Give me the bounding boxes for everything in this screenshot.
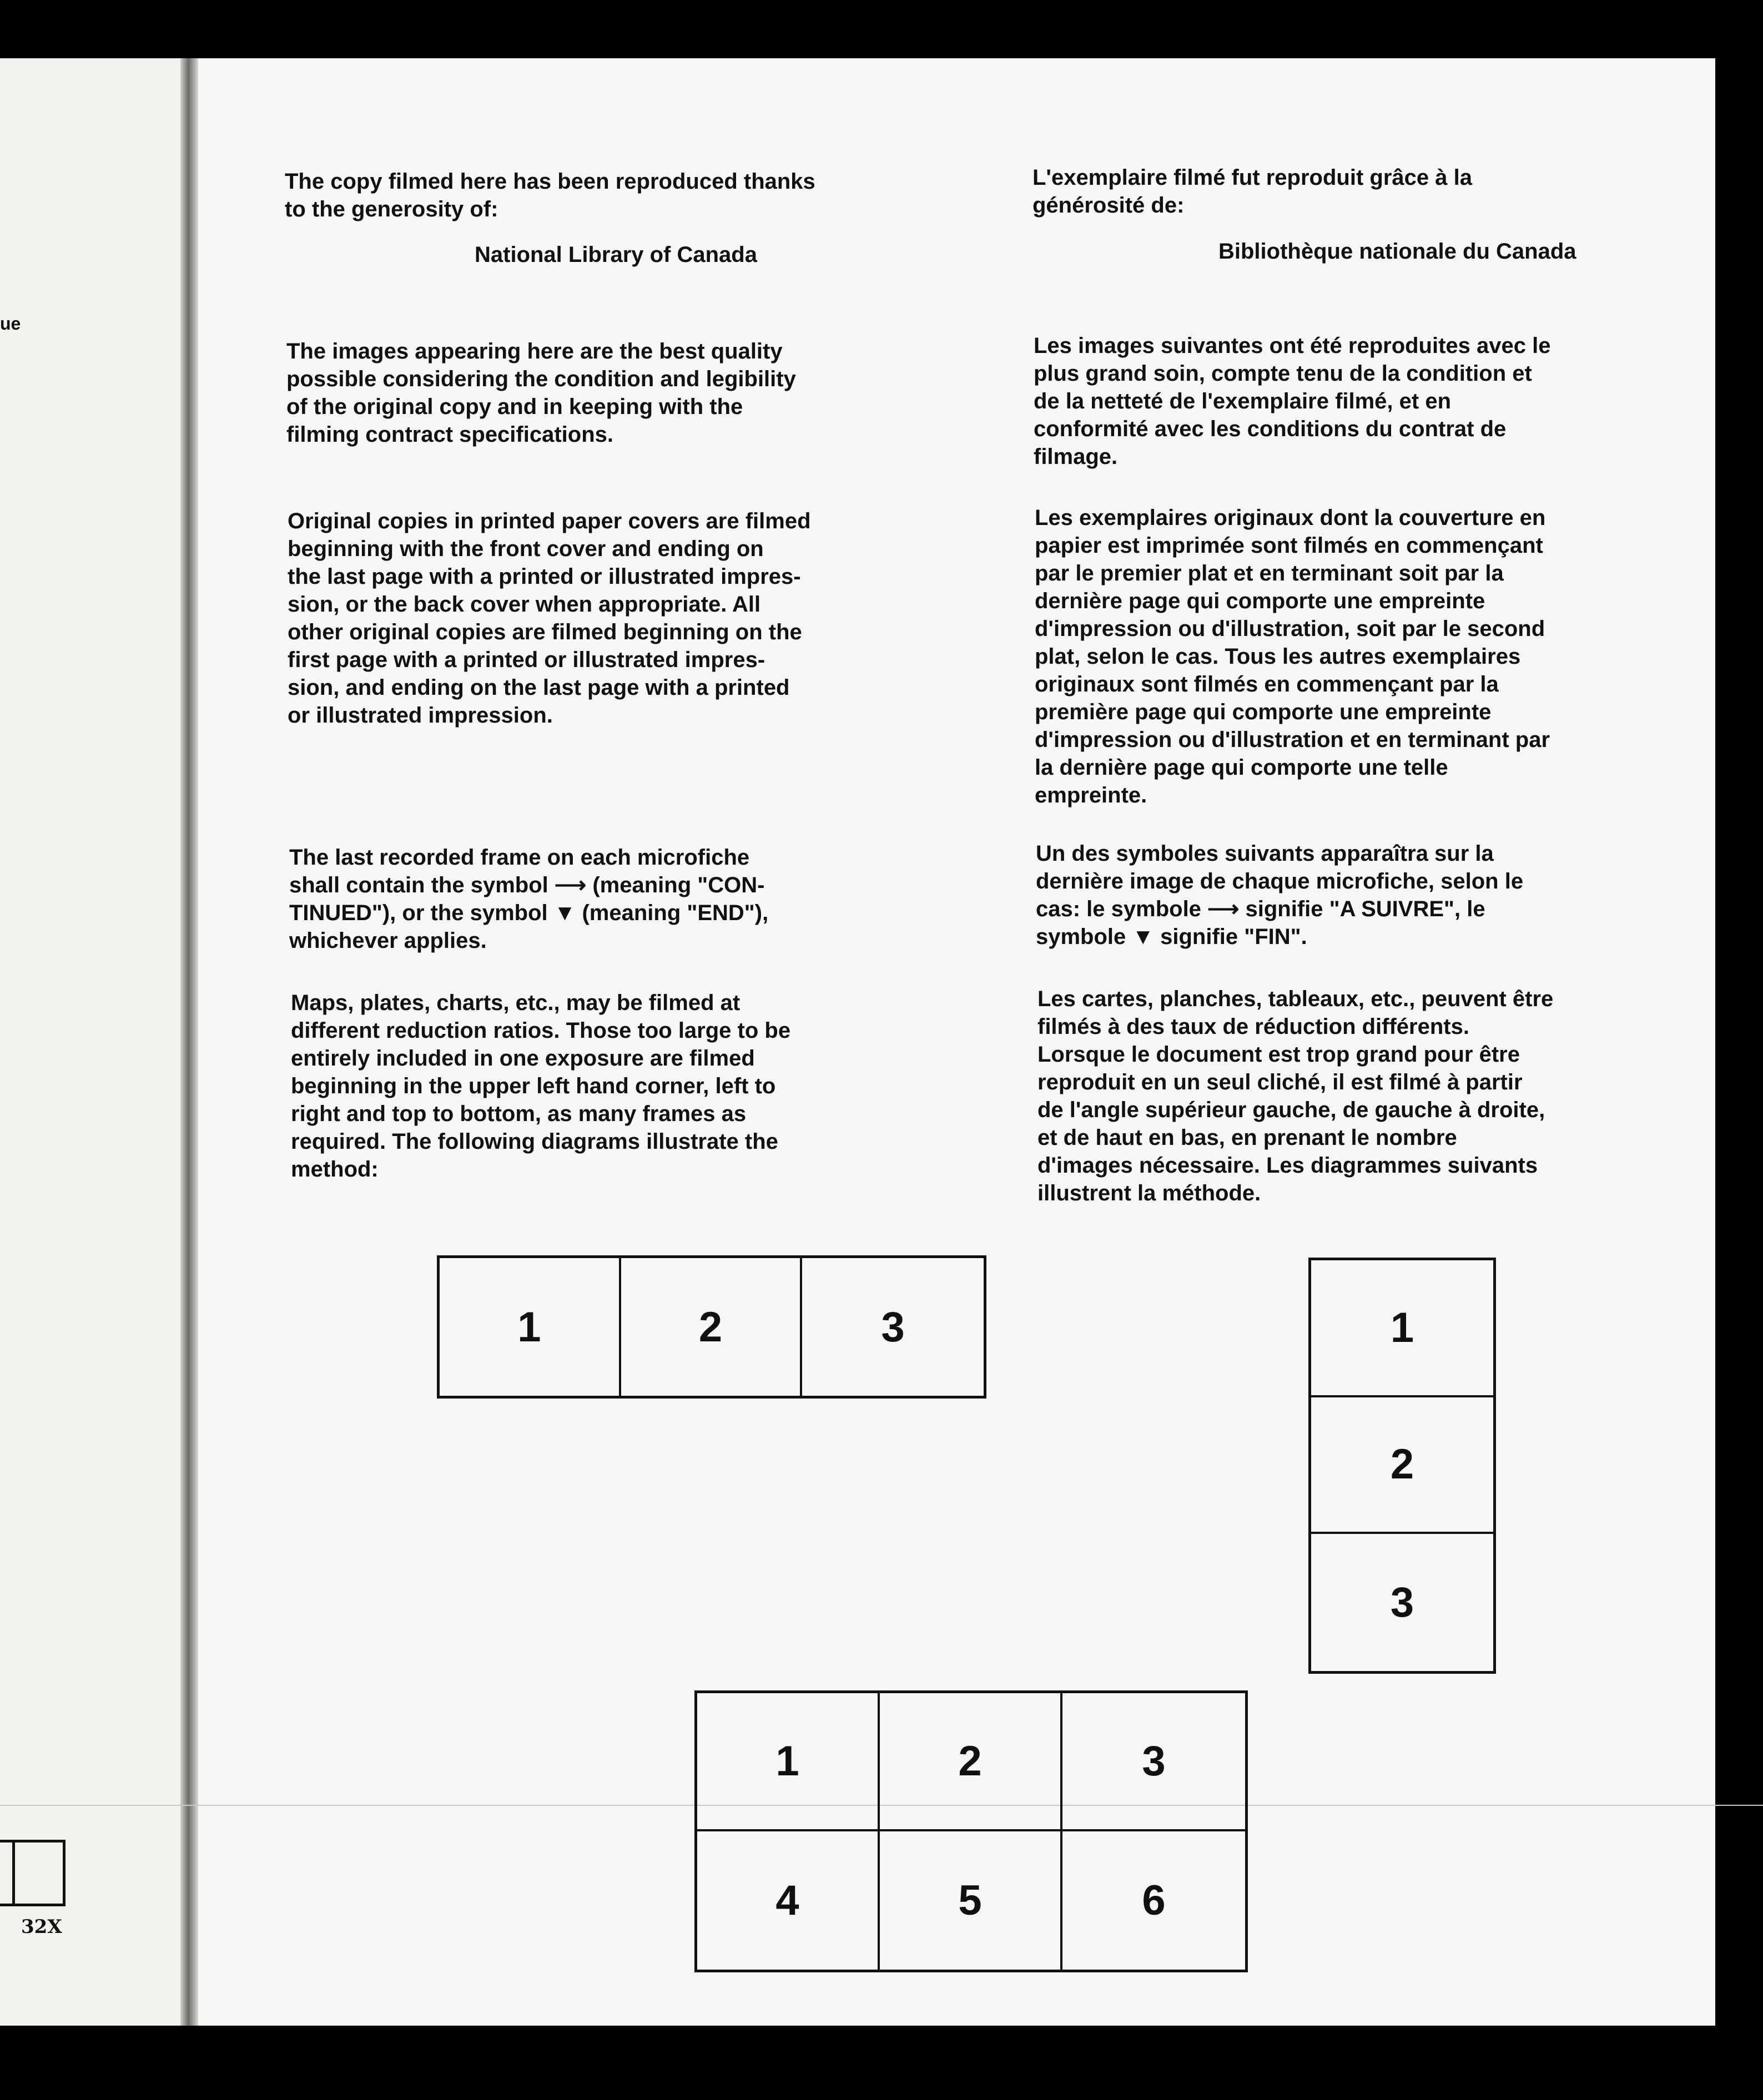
scale-box — [0, 1840, 66, 1906]
diagram-grid — [694, 1690, 1248, 1972]
frame-cell: 1 — [440, 1258, 621, 1396]
diagram-horizontal — [437, 1255, 986, 1399]
english-paragraph-1: The images appearing here are the best quality possible considering the condition and legibility of the original copy and in keeping with the filming contract specifications. — [286, 339, 796, 447]
frame-cell: 5 — [880, 1831, 1062, 1970]
scale-label: 32X — [21, 1916, 62, 1938]
frame-cell: 4 — [697, 1831, 880, 1970]
french-paragraph-2: Les exemplaires originaux dont la couverture en papier est imprimée sont filmés en commençant par le premier plat et en terminant soit par la dernière page qui comporte une empreinte d'impression ou d'illustration, soit par le second plat, selon le cas. Tous les autres exemplaires originaux sont filmés en commençant par la première page qui comporte une empreinte d'impression ou d'illustration et en terminant par la dernière page qui comporte une telle empreinte. — [1035, 506, 1550, 807]
frame-cell: 3 — [1390, 1579, 1414, 1627]
frame-cell: 2 — [880, 1693, 1062, 1831]
diagram-vertical — [1308, 1258, 1496, 1674]
french-intro: L'exemplaire filmé fut reproduit grâce à la générosité de: — [1032, 165, 1472, 218]
frame-cell: 2 — [1311, 1397, 1493, 1534]
english-paragraph-4: Maps, plates, charts, etc., may be filmed at different reduction ratios. Those too large to be entirely included in one exposure are filmed beginning in the upper left hand corner, left to right and top to bottom, as many frames as required. The following diagrams illustrate the method: — [291, 991, 791, 1182]
left-page-fragment: ue — [0, 314, 21, 334]
french-paragraph-4: Les cartes, planches, tableaux, etc., peuvent être filmés à des taux de réduction différents. Lorsque le document est trop grand pour être reproduit en un seul cliché, il est filmé à partir de l'angle supérieur gauche, de gauche à droite, et de haut en bas, en prenant le nombre d'images nécessaire. Les diagrammes suivants illustrent la méthode. — [1037, 987, 1554, 1205]
english-paragraph-3: The last recorded frame on each microfiche shall contain the symbol ⟶ (meaning "CON- TINUED"), or the symbol ▼ (meaning "END"), whichever applies. — [289, 845, 769, 953]
frame-cell: 2 — [621, 1258, 803, 1396]
frame-cell: 3 — [881, 1303, 905, 1351]
frame-cell: 3 — [1062, 1693, 1245, 1831]
frame-cell: 1 — [1311, 1260, 1493, 1397]
english-credit: National Library of Canada — [475, 243, 757, 267]
english-paragraph-2: Original copies in printed paper covers are filmed beginning with the front cover and ending on the last page with a printed or illustrated impres- sion, or the back cover when appropriate. All other original copies are filmed beginning on the first page with a printed or illustrated impres- sion, and ending on the last page with a printed or illustrated impression. — [288, 509, 811, 728]
english-intro: The copy filmed here has been reproduced thanks to the generosity of: — [285, 169, 815, 221]
left-page-edge — [0, 58, 183, 2026]
page-gutter — [180, 58, 198, 2026]
french-credit: Bibliothèque nationale du Canada — [1218, 239, 1576, 264]
frame-cell: 6 — [1142, 1877, 1166, 1924]
french-paragraph-3: Un des symboles suivants apparaîtra sur la dernière image de chaque microfiche, selon le cas: le symbole ⟶ signifie "A SUIVRE", le symbole ▼ signifie "FIN". — [1036, 841, 1524, 949]
french-paragraph-1: Les images suivantes ont été reproduites avec le plus grand soin, compte tenu de la condition et de la netteté de l'exemplaire filmé, et en conformité avec les conditions du contrat de filmage. — [1034, 334, 1551, 469]
frame-cell: 1 — [697, 1693, 880, 1831]
